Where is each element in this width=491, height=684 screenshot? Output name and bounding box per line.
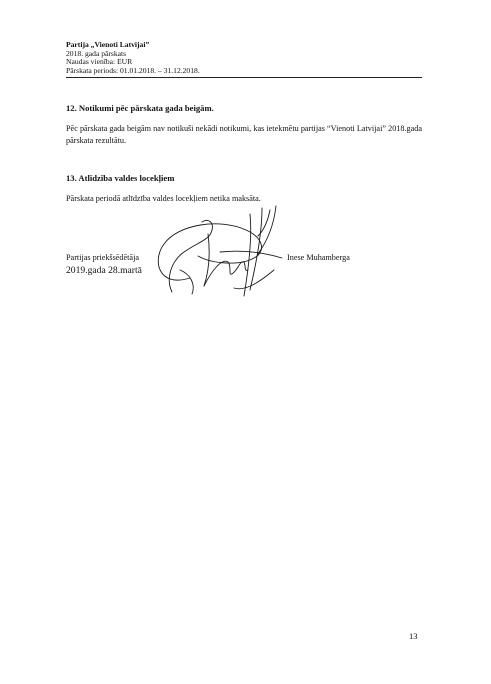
reporting-period: Pārskata periods: 01.01.2018. – 31.12.2018. [66, 65, 200, 75]
signature-date: 2019.gada 28.martā [66, 265, 142, 276]
section-13-title: 13. Atlīdzība valdes locekļiem [66, 173, 175, 183]
signatory-name: Inese Muhamberga [287, 253, 350, 262]
currency-unit: Naudas vienība: EUR [66, 57, 133, 67]
header-divider [66, 77, 422, 78]
handwritten-signature [150, 200, 300, 300]
signatory-role: Partijas priekšsēdētāja [66, 253, 139, 262]
report-year: 2018. gada pārskats [66, 48, 127, 58]
section-12-text: Pēc pārskata gada beigām nav notikuši nekādi notikumi, kas ietekmētu partijas “Vienoti Latvijai” 2018.gada pārskata rezultātu. [66, 124, 422, 145]
organization-name: Partija „Vienoti Latvijai” [66, 40, 150, 49]
document-header [66, 41, 422, 75]
section-12-title: 12. Notikumi pēc pārskata gada beigām. [66, 103, 214, 113]
section-13-text: Pārskata periodā atlīdzība valdes locekļiem netika maksāta. [66, 194, 261, 203]
page-number: 13 [409, 631, 418, 641]
